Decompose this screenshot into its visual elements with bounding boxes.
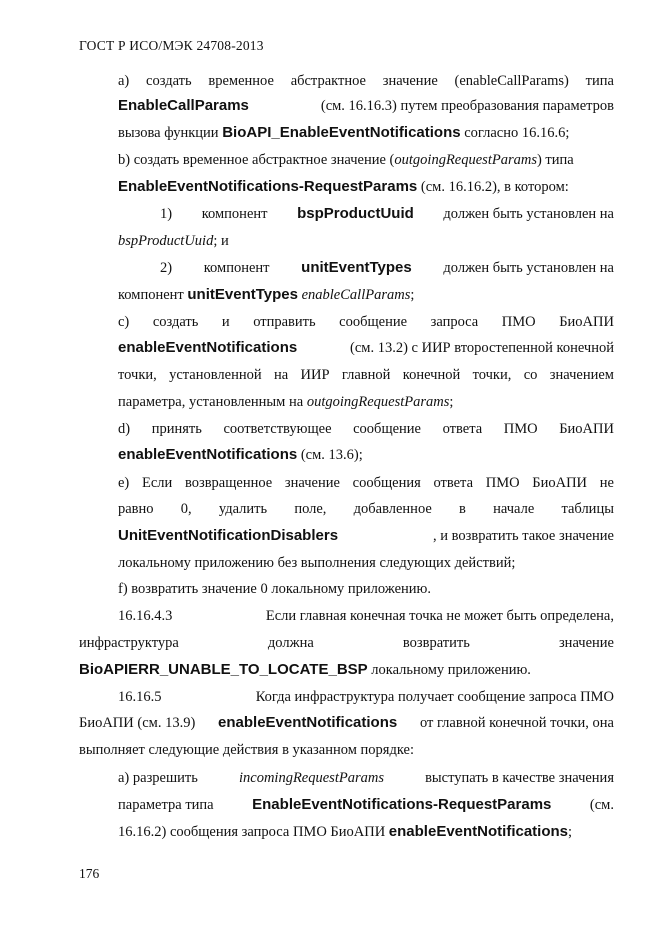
item-a-text-2: (см. 16.16.3) путем преобразования параметров (320, 98, 614, 114)
item-d-line-2: enableEventNotifications (см. 13.6); (118, 446, 363, 463)
item-f-line-1: f) возвратить значение 0 локальному приложению. (118, 581, 432, 597)
item-a2-type: EnableEventNotifications-RequestParams (252, 796, 552, 813)
page-number: 176 (79, 866, 100, 881)
item-b-type: EnableEventNotifications-RequestParams (118, 178, 418, 195)
item-e-line-2: равно 0, удалить поле, добавленное в начале таблицы (118, 501, 614, 517)
item-e-line-1: е) Если возвращенное значение сообщения ответа ПМО БиоАПИ не (118, 475, 614, 491)
item-c-line-3: точки, установленной на ИИР главной конечной точки, со значением (118, 367, 614, 383)
clause-5-line-2: БиоАПИ (см. 13.9) enableEventNotifications от главной конечной точки, она (79, 714, 614, 731)
clause-4-3-line-2: инфраструктура должна возвратить значение (79, 635, 614, 651)
sub-2-line-1: 2) компонент unitEventTypes должен быть установлен на (160, 259, 614, 276)
item-e-line-4: локальному приложению без выполнения следующих действий; (118, 555, 516, 571)
sub-1-line-2: bspProductUuid; и (118, 233, 229, 249)
item-a-line-2 (118, 97, 614, 115)
item-d-message: enableEventNotifications (118, 446, 298, 463)
clause-5-line-1: 16.16.5 Когда инфраструктура получает сообщение запроса ПМО (118, 689, 614, 705)
item-c-line-1: с) создать и отправить сообщение запроса ПМО БиоАПИ (118, 314, 614, 330)
item-e-line-3: UnitEventNotificationDisablers , и возвратить такое значение (118, 527, 614, 544)
error-code: BioAPIERR_UNABLE_TO_LOCATE_BSP (79, 661, 368, 678)
clause-4-3-line-3: BioAPIERR_UNABLE_TO_LOCATE_BSP локальному приложению. (79, 661, 531, 678)
item-b-line-1: b) создать временное абстрактное значение (outgoingRequestParams) типа (118, 152, 574, 168)
clause-5-message: enableEventNotifications (218, 714, 398, 731)
sub-1-component: bspProductUuid (297, 205, 414, 222)
item-c-line-2: enableEventNotifications (см. 13.2) с ИИР второстепенной конечной (118, 339, 614, 356)
item-a-line-1 (118, 72, 614, 90)
sub-1-line-1: 1) компонент bspProductUuid должен быть установлен на (160, 205, 614, 222)
item-a-type: EnableCallParams (118, 97, 249, 114)
item-b-line-2: EnableEventNotifications-RequestParams (см. 16.16.2), в котором: (118, 178, 569, 195)
sub-2-component: unitEventTypes (301, 259, 412, 276)
item-c-line-4: параметра, установленным на outgoingRequestParams; (118, 394, 454, 410)
page-header: ГОСТ Р ИСО/МЭК 24708-2013 (79, 38, 264, 53)
item-a2-line-1: а) разрешить incomingRequestParams выступать в качестве значения (118, 770, 614, 786)
item-a2-message: enableEventNotifications (388, 823, 568, 840)
item-c-message: enableEventNotifications (118, 339, 298, 356)
item-a2-line-2: параметра типа EnableEventNotifications-RequestParams (см. (118, 796, 614, 813)
item-e-table: UnitEventNotificationDisablers (118, 527, 339, 544)
item-d-line-1: d) принять соответствующее сообщение ответа ПМО БиоАПИ (118, 421, 614, 437)
item-a-line-3: вызова функции BioAPI_EnableEventNotifications согласно 16.16.6; (118, 124, 570, 141)
item-a-text-1: а) создать временное абстрактное значение (enableCallParams) типа (118, 73, 614, 89)
item-a2-line-3: 16.16.2) сообщения запроса ПМО БиоАПИ enableEventNotifications; (118, 823, 573, 840)
item-a-function: BioAPI_EnableEventNotifications (222, 124, 461, 141)
clause-4-3-line-1: 16.16.4.3 Если главная конечная точка не может быть определена, (118, 608, 614, 624)
sub-2-line-2: компонент unitEventTypes enableCallParams; (118, 286, 415, 303)
clause-5-line-3: выполняет следующие действия в указанном порядке: (79, 742, 414, 758)
